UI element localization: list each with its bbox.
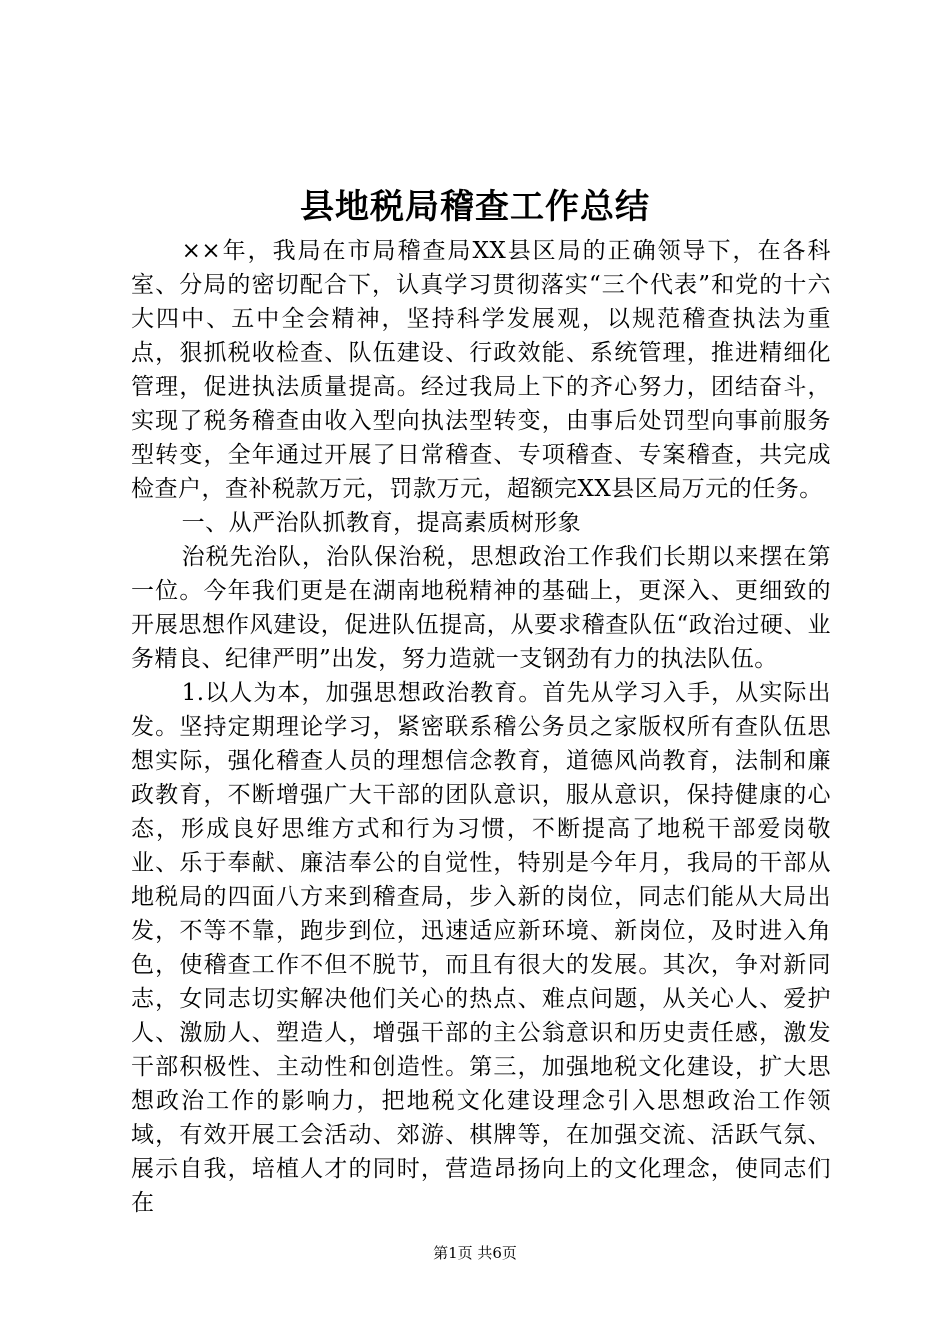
section-heading-1: 一、从严治队抓教育，提高素质树形象 xyxy=(181,510,582,536)
paragraph-intro: ××年，我局在市局稽查局XX县区局的正确领导下，在各科室、分局的密切配合下，认真学习贯彻落实“三个代表”和党的十六大四中、五中全会精神，坚持科学发展观，以规范稽查执法为重点，狠抓税收检查、队伍建设、行政效能、系统管理，推进精细化管理，促进执法质量提高。经过我局上下的齐心努力，团结奋斗，实现了税务稽查由收入型向执法型转变，由事后处罚型向事前服务型转变，全年通过开展了日常稽查、专项稽查、专案稽查，共完成检查户，查补税款万元，罚款万元，超额完XX县区局万元的任务。 xyxy=(131,238,831,502)
paragraph-section-1: 治税先治队，治队保治税，思想政治工作我们长期以来摆在第一位。今年我们更是在湖南地税精神的基础上，更深入、更细致的开展思想作风建设，促进队伍提高，从要求稽查队伍“政治过硬、业务精良、纪律严明”出发，努力造就一支钢劲有力的执法队伍。 xyxy=(131,544,831,672)
document-title: 县地税局稽查工作总结 xyxy=(300,187,650,227)
paragraph-item-1: 1.以人为本，加强思想政治教育。首先从学习入手，从实际出发。坚持定期理论学习，紧密联系稽公务员之家版权所有查队伍思想实际，强化稽查人员的理想信念教育，道德风尚教育，法制和廉政教育，不断增强广大干部的团队意识，服从意识，保持健康的心态，形成良好思维方式和行为习惯，不断提高了地税干部爱岗敬业、乐于奉献、廉洁奉公的自觉性，特别是今年月，我局的干部从地税局的四面八方来到稽查局，步入新的岗位，同志们能从大局出发，不等不靠，跑步到位，迅速适应新环境、新岗位，及时进入角色，使稽查工作不但不脱节，而且有很大的发展。其次，争对新同志，女同志切实解决他们关心的热点、难点问题，从关心人、爱护人、激励人、塑造人，增强干部的主公翁意识和历史责任感，激发干部积极性、主动性和创造性。第三，加强地税文化建设，扩大思想政治工作的影响力，把地税文化建设理念引入思想政治工作领域，有效开展工会活动、郊游、棋牌等，在加强交流、活跃气氛、展示自我，培植人才的同时，营造昂扬向上的文化理念，使同志们在 xyxy=(131,680,831,1216)
document-body xyxy=(131,234,831,1220)
page-footer: 第1页 共6页 xyxy=(433,1244,517,1262)
